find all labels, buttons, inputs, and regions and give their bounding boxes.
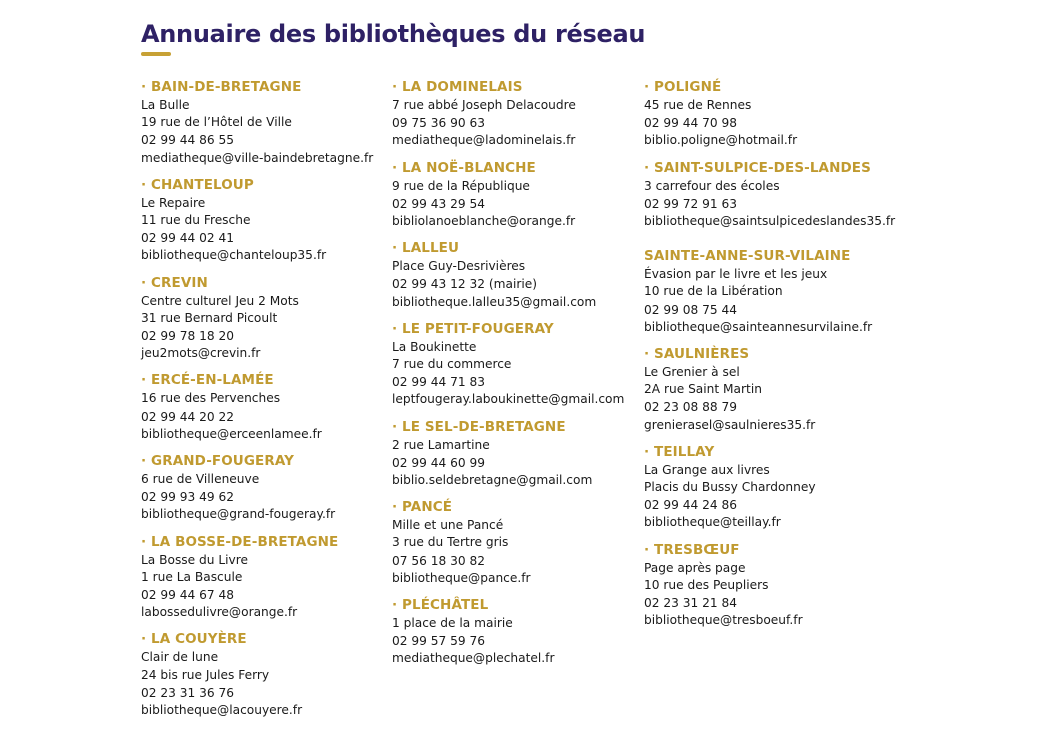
library-email[interactable]: mediatheque@ville-baindebretagne.fr [141, 150, 374, 165]
library-entry [141, 452, 376, 524]
library-name: · PANCÉ [392, 499, 453, 516]
library-name: · LALLEU [392, 240, 460, 257]
library-address-line: Place Guy-Desrivières [392, 259, 526, 274]
library-address-line: Centre culturel Jeu 2 Mots [141, 293, 299, 308]
library-name: · PLÉCHÂTEL [392, 597, 489, 614]
library-entry [392, 498, 627, 587]
library-address-line: Clair de lune [141, 650, 219, 665]
library-name: · LE PETIT-FOUGERAY [392, 320, 554, 337]
library-name: · TRESBŒUF [644, 541, 740, 558]
library-email[interactable]: bibliotheque@saintsulpicedeslandes35.fr [644, 214, 896, 229]
library-name: · SAULNIÈRES [644, 346, 750, 363]
library-phone: 02 23 08 88 79 [644, 400, 738, 415]
library-address-line: 16 rue des Pervenches [141, 391, 281, 406]
directory-column-3 [644, 78, 914, 638]
library-entry [644, 345, 914, 434]
library-address-line: Le Grenier à sel [644, 365, 740, 380]
library-entry [392, 159, 627, 231]
library-phone: 02 99 44 24 86 [644, 498, 738, 513]
library-phone: 02 99 44 60 99 [392, 455, 486, 470]
library-phone: 02 23 31 21 84 [644, 596, 738, 611]
library-email[interactable]: bibliotheque@teillay.fr [644, 515, 781, 530]
library-email[interactable]: bibliotheque@erceenlamee.fr [141, 426, 322, 441]
library-phone: 02 99 44 71 83 [392, 375, 486, 390]
directory-column-2 [392, 78, 627, 677]
library-email[interactable]: bibliotheque@chanteloup35.fr [141, 248, 327, 263]
library-entry [141, 533, 376, 622]
library-email[interactable]: mediatheque@plechatel.fr [392, 651, 555, 666]
library-address-line: 31 rue Bernard Picoult [141, 310, 278, 325]
library-address-line: 7 rue abbé Joseph Delacoudre [392, 98, 576, 112]
library-phone: 02 99 93 49 62 [141, 490, 235, 505]
library-phone: 02 99 43 12 32 (mairie) [392, 277, 538, 292]
library-name: · GRAND-FOUGERAY [141, 453, 295, 470]
library-name: · CHANTELOUP [141, 176, 254, 193]
library-phone: 02 99 44 86 55 [141, 133, 235, 148]
library-address-line: 19 rue de l’Hôtel de Ville [141, 115, 292, 130]
library-entry [392, 596, 627, 668]
library-name: · TEILLAY [644, 443, 715, 460]
library-address-line: 45 rue de Rennes [644, 98, 752, 112]
library-entry [644, 247, 914, 336]
library-address-line: 11 rue du Fresche [141, 213, 251, 228]
library-address-line: Placis du Bussy Chardonney [644, 480, 816, 495]
library-address-line: 9 rue de la République [392, 178, 530, 193]
library-entry [141, 176, 376, 265]
library-email[interactable]: grenierasel@saulnieres35.fr [644, 417, 816, 432]
library-address-line: 6 rue de Villeneuve [141, 472, 260, 487]
library-address-line: 3 carrefour des écoles [644, 178, 780, 193]
library-name: SAINTE-ANNE-SUR-VILAINE [644, 248, 851, 265]
library-phone: 02 99 78 18 20 [141, 329, 235, 344]
library-email[interactable]: biblio.poligne@hotmail.fr [644, 133, 798, 148]
library-address-line: 3 rue du Tertre gris [392, 535, 509, 550]
library-address-line: 10 rue de la Libération [644, 284, 783, 299]
library-address-line: Mille et une Pancé [392, 518, 504, 533]
library-entry [644, 443, 914, 532]
library-entry [141, 371, 376, 443]
library-entry [141, 630, 376, 719]
library-email[interactable]: bibliotheque@lacouyere.fr [141, 703, 303, 718]
directory-column-1 [141, 78, 376, 728]
library-name: · LA DOMINELAIS [392, 79, 523, 95]
library-name: · POLIGNÉ [644, 79, 722, 95]
library-phone: 02 99 44 20 22 [141, 409, 235, 424]
library-email[interactable]: bibliotheque@pance.fr [392, 570, 531, 585]
title-underline [141, 52, 171, 56]
library-phone: 02 99 44 67 48 [141, 588, 235, 603]
library-address-line: Le Repaire [141, 195, 206, 210]
library-entry [141, 274, 376, 363]
library-address-line: 2 rue Lamartine [392, 437, 490, 452]
library-name: · LA BOSSE-DE-BRETAGNE [141, 533, 339, 550]
library-email[interactable]: biblio.seldebretagne@gmail.com [392, 473, 593, 488]
library-name: · LA NOË-BLANCHE [392, 159, 536, 176]
library-phone: 02 99 08 75 44 [644, 302, 738, 317]
library-email[interactable]: jeu2mots@crevin.fr [141, 346, 261, 361]
library-address-line: 1 rue La Bascule [141, 569, 243, 584]
library-phone: 07 56 18 30 82 [392, 553, 486, 568]
library-email[interactable]: bibliotheque@tresboeuf.fr [644, 613, 803, 628]
library-name: · CREVIN [141, 274, 208, 291]
library-entry [644, 78, 914, 150]
library-address-line: 7 rue du commerce [392, 357, 512, 372]
library-entry [392, 239, 627, 311]
library-address-line: La Bulle [141, 98, 190, 112]
library-email[interactable]: mediatheque@ladominelais.fr [392, 133, 576, 148]
library-address-line: Évasion par le livre et les jeux [644, 267, 828, 282]
library-phone: 09 75 36 90 63 [392, 116, 486, 131]
library-name: · BAIN-DE-BRETAGNE [141, 79, 302, 95]
library-entry [392, 418, 627, 490]
library-address-line: La Grange aux livres [644, 462, 770, 477]
library-address-line: La Boukinette [392, 339, 477, 354]
library-entry [644, 159, 914, 231]
library-entry [392, 78, 627, 150]
library-email[interactable]: bibliotheque@sainteannesurvilaine.fr [644, 319, 873, 334]
library-name: · LA COUYÈRE [141, 631, 247, 648]
library-email[interactable]: bibliotheque.lalleu35@gmail.com [392, 294, 597, 309]
library-entry [644, 541, 914, 630]
library-entry [392, 320, 627, 409]
library-phone: 02 99 44 70 98 [644, 116, 738, 131]
page-title: Annuaire des bibliothèques du réseau [141, 20, 646, 48]
library-address-line: 2A rue Saint Martin [644, 382, 762, 397]
library-name: · LE SEL-DE-BRETAGNE [392, 418, 566, 435]
library-phone: 02 23 31 36 76 [141, 685, 235, 700]
library-entry [141, 78, 376, 167]
library-email[interactable]: bibliotheque@grand-fougeray.fr [141, 507, 336, 522]
library-address-line: 1 place de la mairie [392, 616, 513, 631]
library-email[interactable]: leptfougeray.laboukinette@gmail.com [392, 392, 625, 407]
library-phone: 02 99 44 02 41 [141, 231, 235, 246]
library-phone: 02 99 57 59 76 [392, 634, 486, 649]
library-address-line: 10 rue des Peupliers [644, 577, 769, 592]
library-name: · ERCÉ-EN-LAMÉE [141, 372, 274, 389]
library-email[interactable]: labossedulivre@orange.fr [141, 605, 298, 620]
library-address-line: 24 bis rue Jules Ferry [141, 667, 270, 682]
library-address-line: La Bosse du Livre [141, 552, 248, 567]
library-phone: 02 99 43 29 54 [392, 196, 486, 211]
library-address-line: Page après page [644, 560, 746, 575]
library-phone: 02 99 72 91 63 [644, 196, 738, 211]
library-name: · SAINT-SULPICE-DES-LANDES [644, 159, 871, 176]
library-email[interactable]: bibliolanoeblanche@orange.fr [392, 214, 576, 229]
